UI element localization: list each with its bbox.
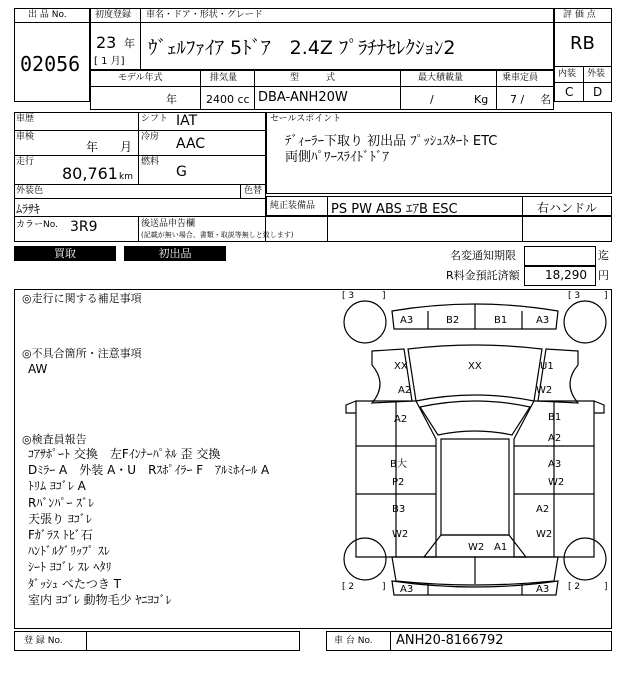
buy-badge: 買取 — [14, 246, 116, 261]
chassis-label: 車 台 No. — [334, 636, 373, 646]
svg-text:]: ] — [604, 582, 608, 592]
windshield — [420, 401, 530, 435]
inspector-report-line: ｺｱｻﾎﾟｰﾄ 交換 左Fｲﾝﾅｰﾊﾟﾈﾙ 歪 交換 — [28, 447, 221, 461]
color-change-label: 色替 — [244, 186, 263, 196]
type-value: DBA-ANH20W — [258, 90, 348, 105]
inspector-report-line: 室内 ﾖｺﾞﾚ 動物毛少 ﾔﾆﾖｺﾞﾚ — [28, 592, 172, 607]
mark-quarter-left-b3: B3 — [392, 504, 406, 515]
tire-label-rear-right: [ 2 — [568, 582, 581, 592]
shift-value: IAT — [176, 113, 198, 129]
displacement-value: 2400 cc — [206, 93, 250, 106]
model-year-label: モデル年式 — [118, 73, 163, 83]
inspector-report-line: 天張り ﾖｺﾞﾚ — [28, 511, 92, 526]
type-label: 型 式 — [290, 73, 336, 83]
mark-front-b1: B1 — [494, 315, 508, 326]
ac-value: AAC — [176, 136, 206, 152]
inspector-report-label: ◎検査員報告 — [22, 433, 87, 446]
lot-label: 出 品 No. — [28, 10, 67, 20]
recycle-unit: 円 — [598, 269, 609, 282]
mark-door-front-left: A2 — [394, 414, 408, 425]
mileage-unit: km — [119, 172, 133, 182]
meter-change-box — [524, 246, 596, 266]
mark-door-rear-right-w2: W2 — [548, 477, 565, 488]
shift-label: シフト — [141, 114, 169, 124]
first-reg-label: 初度登録 — [95, 10, 132, 20]
model-year-unit: 年 — [166, 93, 177, 106]
tire-label-rear-left: [ 2 — [342, 582, 355, 592]
mark-hood-xx: XX — [468, 361, 482, 372]
inspector-report-line: Dﾐﾗｰ A 外装 A・U Rｽﾎﾟｲﾗｰ F ｱﾙﾐﾎｲｰﾙ A — [28, 463, 270, 478]
mark-door-rear-left-b: B大 — [390, 459, 407, 470]
svg-text:]: ] — [604, 291, 608, 301]
inspector-report-lines — [28, 446, 269, 608]
lot-number: 02056 — [20, 52, 81, 76]
mark-fender-right-u1: U1 — [540, 361, 554, 372]
interior-label: 内装 — [558, 69, 577, 79]
mark-rear-a3-right: A3 — [536, 584, 550, 595]
exterior-label: 外装 — [587, 69, 606, 79]
inspection-year: 年 — [86, 140, 99, 154]
fuel-value: G — [176, 164, 187, 180]
first-reg-year-unit: 年 — [124, 37, 135, 50]
color-value: ﾑﾗｻｷ — [16, 202, 41, 216]
svg-text:]: ] — [382, 582, 386, 592]
mark-rear-w2: W2 — [468, 542, 485, 553]
mark-front-b2: B2 — [446, 315, 460, 326]
equipment-value: PS PW ABS ｴｱB ESC — [331, 202, 458, 217]
svg-text:]: ] — [382, 291, 386, 301]
tire-rear-right — [564, 538, 606, 580]
mark-front-a3-right: A3 — [536, 315, 550, 326]
hood — [408, 345, 542, 401]
max-load-value: / — [430, 93, 434, 106]
documents-label: 後送品申告欄 — [141, 219, 196, 229]
mark-door-rear-left-p2: P2 — [392, 477, 405, 488]
inspector-report-line: ｼｰﾄ ﾖｺﾞﾚ ｽﾚ ﾍﾀﾘ — [28, 560, 112, 575]
capacity-value: 7 / — [510, 93, 525, 106]
color-no-value: 3R9 — [70, 219, 98, 235]
car-damage-diagram — [338, 289, 612, 629]
inspector-report-line: Rﾊﾞﾝﾊﾟｰ ｽﾞﾚ — [28, 495, 95, 510]
first-reg-month: [ 1 月] — [94, 56, 125, 67]
tire-label-front-left: [ 3 — [342, 291, 355, 301]
mirror-right — [594, 401, 604, 413]
mark-fender-right-w2: W2 — [536, 385, 553, 396]
mileage-value: 80,761 — [62, 164, 118, 183]
tire-label-front-right: [ 3 — [568, 291, 581, 301]
inspector-report-line: ﾊﾝﾄﾞﾙｸﾞﾘｯﾌﾟ ｽﾚ — [28, 544, 110, 559]
history-label: 車歴 — [16, 114, 35, 124]
mark-rear-a3-left: A3 — [400, 584, 414, 595]
inspector-report-line: ﾄﾘﾑ ﾖｺﾞﾚ A — [28, 479, 86, 494]
mark-door-front-right-a2: A2 — [548, 433, 562, 444]
car-name-label: 車名・ドア・形状・グレード — [146, 10, 263, 20]
documents-note: (記載が無い場合、書類・取説等無しと致します) — [141, 231, 294, 239]
tire-rear-left — [344, 538, 386, 580]
first-listing-badge: 初出品 — [124, 246, 226, 261]
max-load-unit: Kg — [474, 93, 489, 106]
inspection-month: 月 — [120, 140, 133, 154]
defects-label: ◎不具合箇所・注意事項 — [22, 347, 142, 360]
max-load-label: 最大積載量 — [418, 73, 464, 83]
mark-front-a3-left: A3 — [400, 315, 414, 326]
inspector-report-line: Fｶﾞﾗｽ ﾄﾋﾞ石 — [28, 528, 93, 543]
inspection-label: 車検 — [16, 132, 35, 142]
exterior-score: D — [593, 85, 603, 99]
interior-score: C — [565, 85, 574, 99]
first-reg-year: 23 — [96, 33, 117, 52]
steering-value: 右ハンドル — [537, 201, 598, 215]
recycle-value: 18,290 — [545, 268, 587, 282]
registration-label: 登 録 No. — [24, 636, 63, 646]
inspector-report-line: ﾀﾞｯｼｭ べたつき T — [28, 576, 121, 591]
fuel-label: 燃料 — [141, 157, 160, 167]
tire-front-left — [344, 301, 386, 343]
equipment-label: 純正装備品 — [270, 201, 316, 211]
defects-value: AW — [28, 362, 48, 376]
mark-quarter-right-a2: A2 — [536, 504, 550, 515]
mileage-label: 走行 — [16, 157, 35, 167]
ac-label: 冷房 — [141, 132, 160, 142]
mark-quarter-left-w2: W2 — [392, 529, 409, 540]
mark-fender-left-a2: A2 — [398, 385, 412, 396]
mark-door-front-right-b1: B1 — [548, 412, 562, 423]
recycle-label: R料金預託済額 — [446, 269, 520, 282]
color-label: 外装色 — [16, 186, 44, 196]
mark-quarter-right-w2: W2 — [536, 529, 553, 540]
score-value: RB — [570, 33, 595, 54]
sales-point-line1: ﾃﾞｨｰﾗｰ下取り 初出品 ﾌﾟｯｼｭｽﾀｰﾄ ETC — [285, 134, 498, 149]
score-label: 評 価 点 — [563, 10, 596, 20]
capacity-unit: 名 — [540, 93, 551, 106]
displacement-label: 排気量 — [210, 73, 238, 83]
mark-rear-a1: A1 — [494, 542, 508, 553]
driving-notes-label: ◎走行に関する補足事項 — [22, 292, 142, 305]
sales-point-label: セールスポイント — [270, 114, 342, 124]
mark-fender-left-xx: XX — [394, 361, 408, 372]
chassis-number: ANH20-8166792 — [396, 633, 504, 648]
mark-door-rear-right-a3: A3 — [548, 459, 562, 470]
mirror-left — [346, 401, 356, 413]
capacity-label: 乗車定員 — [502, 73, 539, 83]
sales-point-line2: 両側ﾊﾟﾜｰｽﾗｲﾄﾞﾄﾞｱ — [285, 150, 390, 165]
meter-change-unit: 迄 — [598, 249, 609, 262]
meter-change-label: 名変通知期限 — [450, 249, 516, 262]
car-name: ｳﾞｪﾙﾌｧｲｱ 5ﾄﾞｱ 2.4Z ﾌﾟﾗﾁﾅｾﾚｸｼｮﾝ2 — [148, 37, 456, 59]
tire-front-right — [564, 301, 606, 343]
color-no-label: カラーNo. — [16, 220, 58, 230]
roof — [441, 439, 509, 535]
